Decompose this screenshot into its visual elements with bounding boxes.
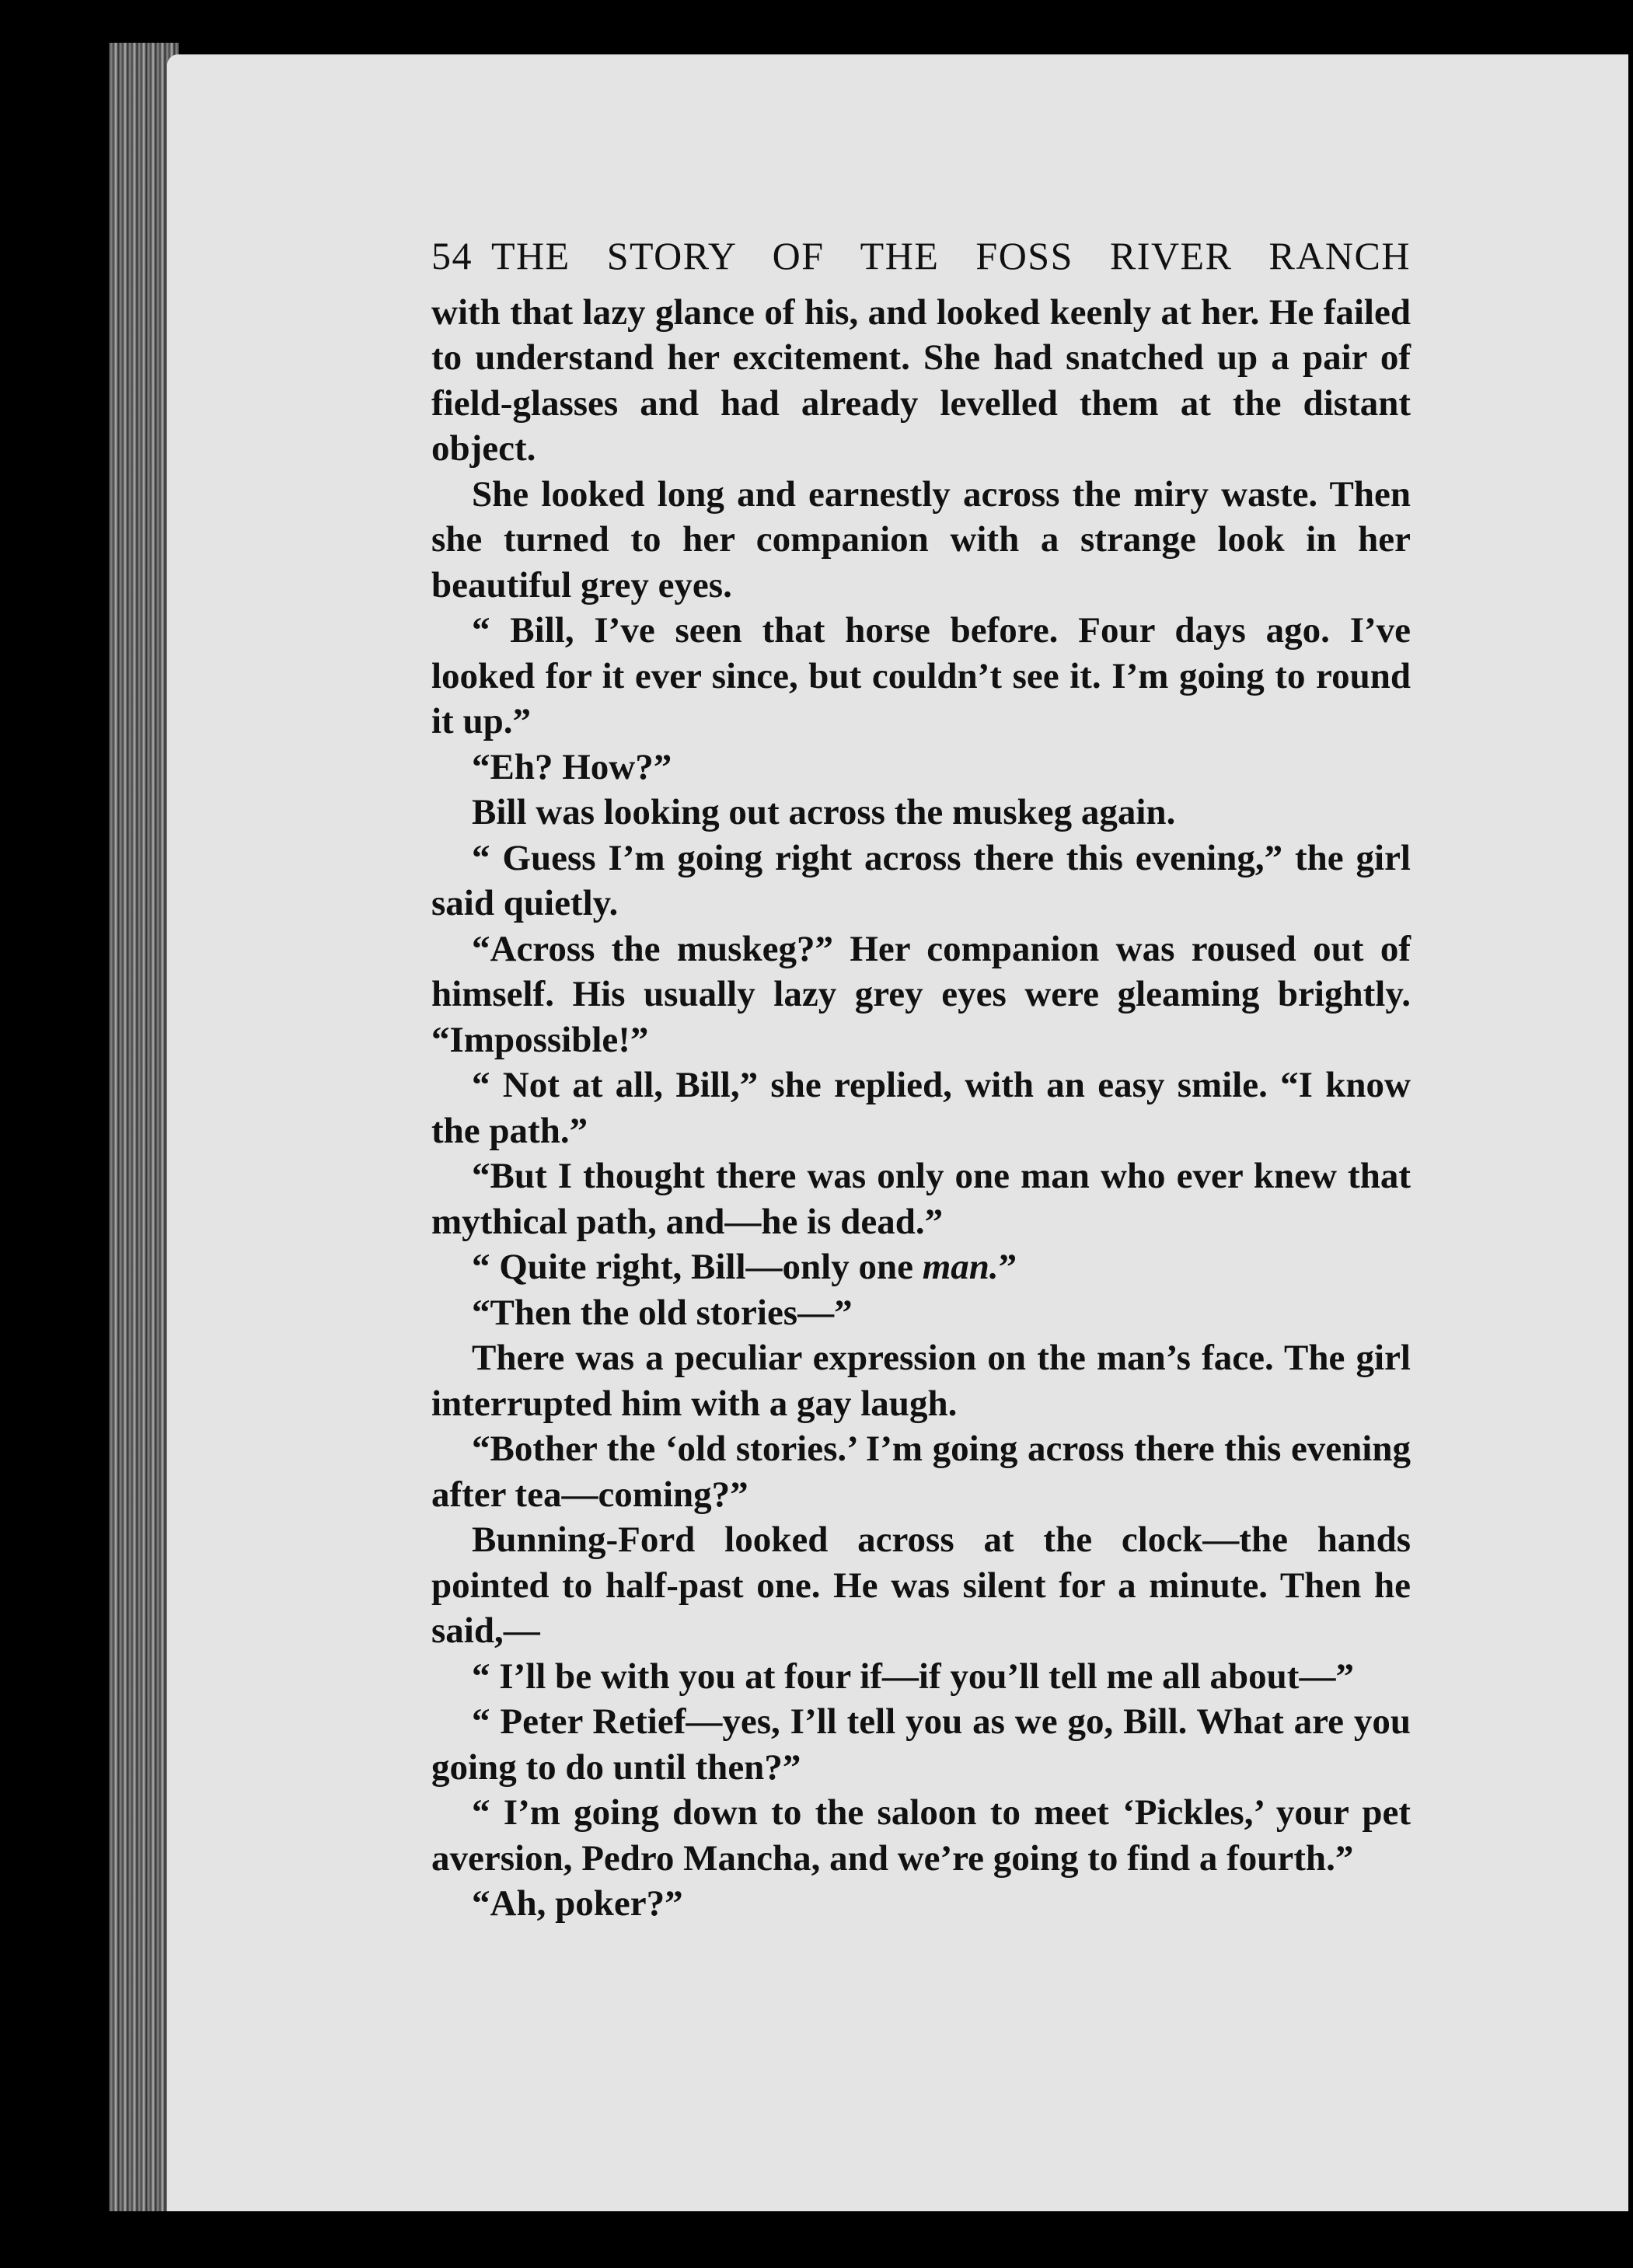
italic-word: man. xyxy=(922,1247,999,1287)
running-head xyxy=(431,233,1411,279)
paragraph xyxy=(431,1244,1411,1290)
paragraph-text: “ Quite right, Bill—only one xyxy=(472,1247,923,1287)
paragraph: She looked long and earnestly across the miry waste. Then she turned to her companion with a strange look in her beautiful grey eyes. xyxy=(431,473,1411,605)
paragraph: “Bother the ‘old stories.’ I’m going across there this evening after tea—coming?” xyxy=(431,1429,1411,1515)
page-text xyxy=(431,233,1411,1927)
paragraph: “ I’ll be with you at four if—if you’ll tell me all about—” xyxy=(472,1656,1354,1697)
paragraph: “Across the muskeg?” Her companion was roused out of himself. His usually lazy grey eyes were gleaming brightly. “Impossible!” xyxy=(431,928,1411,1060)
paragraph: with that lazy glance of his, and looked keenly at her. He failed to understand her excitement. She had snatched up a pair of field-glasses and had already levelled them at the distant object. xyxy=(431,291,1411,469)
paragraph: “ Peter Retief—yes, I’ll tell you as we go, Bill. What are you going to do until then?” xyxy=(431,1701,1411,1788)
paragraph: Bill was looking out across the muskeg again. xyxy=(472,792,1176,832)
paragraph: “ Not at all, Bill,” she replied, with an easy smile. “I know the path.” xyxy=(431,1065,1411,1151)
paragraph: “Then the old stories—” xyxy=(472,1292,853,1333)
paragraph: “Ah, poker?” xyxy=(472,1883,683,1924)
closing-quote: ” xyxy=(998,1247,1017,1287)
page-number: 54 xyxy=(431,234,473,277)
paragraph: “ Bill, I’ve seen that horse before. Four days ago. I’ve looked for it ever since, but couldn’t see it. I’m going to round it up.” xyxy=(431,610,1411,741)
paragraph: “But I thought there was only one man who ever knew that mythical path, and—he is dead.” xyxy=(431,1156,1411,1242)
paragraph: “Eh? How?” xyxy=(472,746,672,787)
paragraph: “ I’m going down to the saloon to meet ‘Pickles,’ your pet aversion, Pedro Mancha, and we’re going to find a fourth.” xyxy=(431,1792,1411,1879)
paragraph: Bunning-Ford looked across at the clock—the hands pointed to half-past one. He was silent for a minute. Then he said,— xyxy=(431,1520,1411,1651)
paragraph: There was a peculiar expression on the man’s face. The girl interrupted him with a gay laugh. xyxy=(431,1338,1411,1424)
paragraph: “ Guess I’m going right across there this evening,” the girl said quietly. xyxy=(431,837,1411,923)
running-title: THE STORY OF THE FOSS RIVER RANCH xyxy=(491,234,1411,277)
